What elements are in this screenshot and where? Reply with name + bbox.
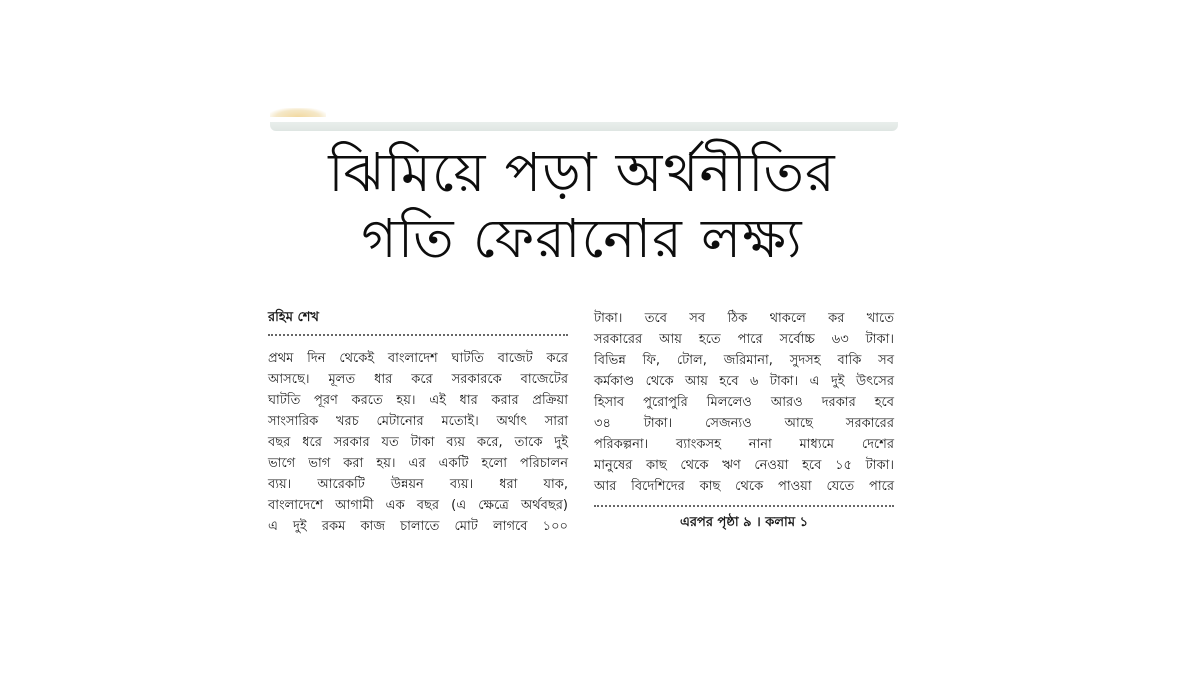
text-line: বাংলাদেশে আগামী এক বছর (এ ক্ষেত্রে অর্থবছর): [268, 498, 568, 513]
text-line: কর্মকাণ্ড থেকে আয় হবে ৬ টাকা। এ দুই উৎসের: [594, 374, 894, 389]
continuation-divider: [594, 505, 894, 507]
headline-line-2: গতি ফেরানোর লক্ষ্য: [361, 207, 803, 270]
text-line: ভাগে ভাগ করা হয়। এর একটি হলো পরিচালন: [268, 456, 568, 471]
headline-line-1: ঝিমিয়ে পড়া অর্থনীতির: [328, 141, 836, 204]
byline: রহিম শেখ: [268, 310, 319, 325]
text-line: ঘাটতি পূরণ করতে হয়। এই ধার করার প্রক্রিয়া: [268, 393, 568, 408]
header-strip-accent: [270, 108, 326, 117]
text-line: টাকা। তবে সব ঠিক থাকলে কর খাতে: [594, 311, 894, 326]
headline: [262, 140, 902, 272]
text-line: সরকারের আয় হতে পারে সর্বোচ্চ ৬৩ টাকা।: [594, 332, 894, 347]
text-line: আসছে। মূলত ধার করে সরকারকে বাজেটের: [268, 372, 568, 387]
header-strip: [270, 122, 898, 131]
byline-divider: [268, 334, 568, 336]
article-column-left: [268, 304, 568, 537]
text-line: বছর ধরে সরকার যত টাকা ব্যয় করে, তাকে দুই: [268, 435, 568, 450]
text-line: সাংসারিক খরচ মেটানোর মতোই। অর্থাৎ সারা: [268, 414, 568, 429]
newspaper-clipping: [262, 108, 902, 548]
text-line: পরিকল্পনা। ব্যাংকসহ নানা মাধ্যমে দেশের: [594, 437, 894, 452]
text-line: বিভিন্ন ফি, টোল, জরিমানা, সুদসহ বাকি সব: [594, 353, 894, 368]
body-text-left: [268, 348, 568, 537]
text-line: ৩৪ টাকা। সেজন্যও আছে সরকারের: [594, 416, 894, 431]
text-line: এ দুই রকম কাজ চালাতে মোট লাগবে ১০০: [268, 519, 568, 534]
text-line: মানুষের কাছ থেকে ঋণ নেওয়া হবে ১৫ টাকা।: [594, 458, 894, 473]
body-text-right: [594, 308, 894, 497]
text-line: প্রথম দিন থেকেই বাংলাদেশ ঘাটতি বাজেট করে: [268, 351, 568, 366]
text-line: হিসাব পুরোপুরি মিললেও আরও দরকার হবে: [594, 395, 894, 410]
article-column-right: [594, 308, 894, 533]
text-line: ব্যয়। আরেকটি উন্নয়ন ব্যয়। ধরা যাক,: [268, 477, 568, 492]
text-line: আর বিদেশিদের কাছ থেকে পাওয়া যেতে পারে: [594, 479, 894, 494]
continued-on-page-note: এরপর পৃষ্ঠা ৯ । কলাম ১: [680, 515, 808, 530]
